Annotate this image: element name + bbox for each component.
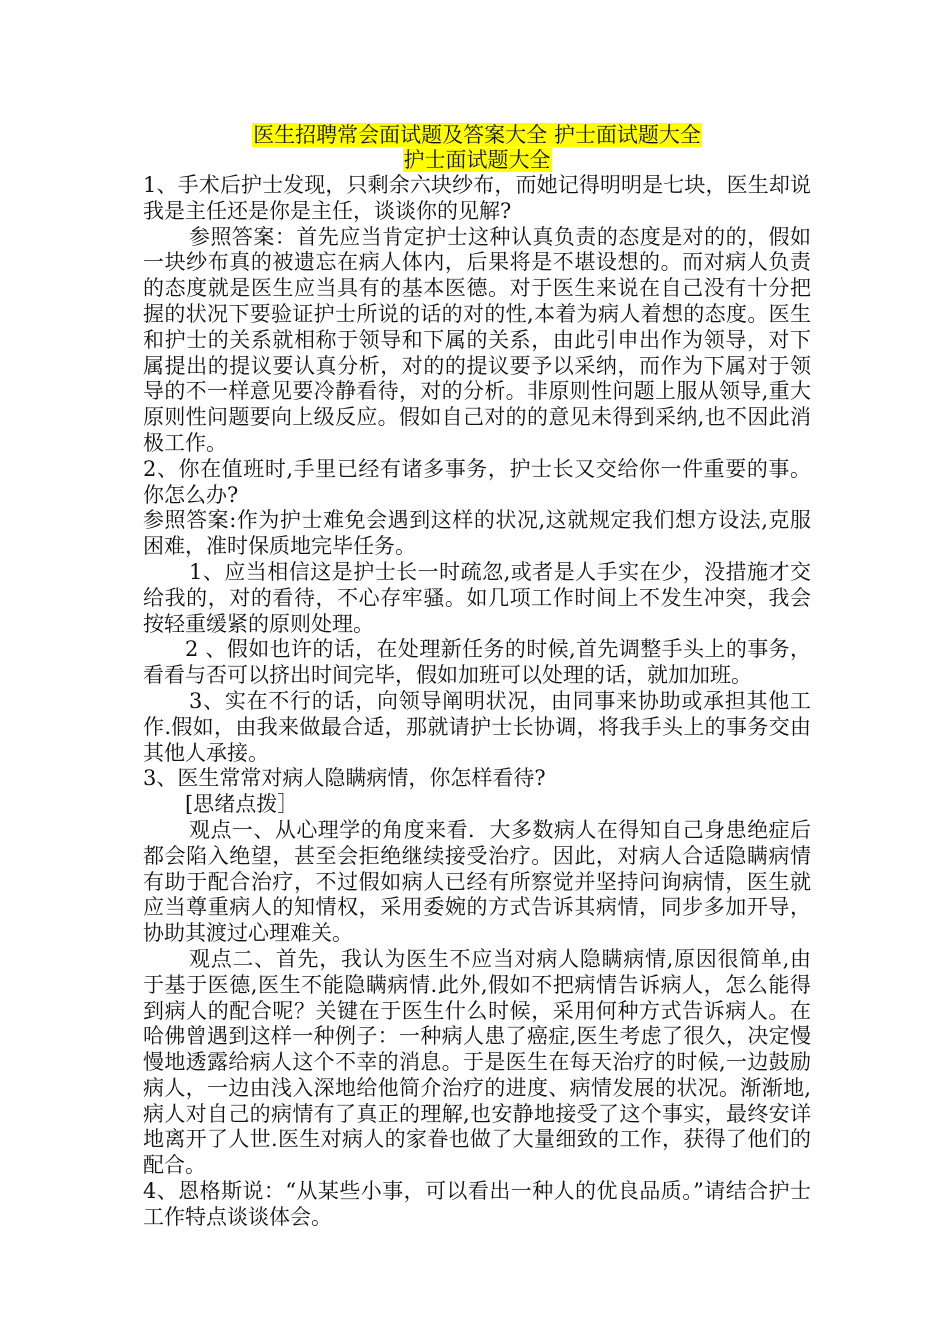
- paragraph: 参照答案：首先应当肯定护士这种认真负责的态度是对的的，假如一块纱布真的被遗忘在病人体内，后果将是不堪设想的。而对病人负责的态度就是医生应当具有的基本医德。对于医生来说在自己没有十分把握的状况下要验证护士所说的话的对的性,本着为病人着想的态度。医生和护士的关系就相称于领导和下属的关系，由此引申出作为领导，对下属提出的提议要认真分析，对的的提议要予以采纳，而作为下属对于领导的不一样意见要冷静看待，对的分析。非原则性问题上服从领导,重大原则性问题要向上级反应。假如自己对的的意见未得到采纳,也不因此消极工作。: [143, 224, 811, 455]
- document-body: [143, 123, 811, 1231]
- paragraph: 2 、假如也许的话，在处理新任务的时候,首先调整手头上的事务，看看与否可以挤出时间完毕，假如加班可以处理的话，就加加班。: [143, 637, 811, 688]
- paragraph: [思绪点拨］: [185, 792, 299, 817]
- document-subtitle: [143, 148, 811, 173]
- paragraph: 3、医生常常对病人隐瞒病情，你怎样看待?: [143, 766, 546, 791]
- paragraph: 观点二、首先，我认为医生不应当对病人隐瞒病情,原因很简单,由于基于医德,医生不能隐瞒病情.此外,假如不把病情告诉病人，怎么能得到病人的配合呢？关键在于医生什么时候，采用何种方式告诉病人。在哈佛曾遇到这样一种例子：一种病人患了癌症,医生考虑了很久，决定慢慢地透露给病人这个不幸的消息。于是医生在每天治疗的时候,一边鼓励病人，一边由浅入深地给他简介治疗的进度、病情发展的状况。渐渐地,病人对自己的病情有了真正的理解,也安静地接受了这个事实，最终安详地离开了人世.医生对病人的家眷也做了大量细致的工作，获得了他们的配合。: [143, 946, 811, 1178]
- document-title: [143, 123, 811, 148]
- paragraph-list: [143, 173, 811, 1231]
- paragraph: 观点一、从心理学的角度来看．大多数病人在得知自己身患绝症后都会陷入绝望，甚至会拒绝继续接受治疗。因此，对病人合适隐瞒病情有助于配合治疗，不过假如病人已经有所察觉并坚持问询病情，医生就应当尊重病人的知情权，采用委婉的方式告诉其病情，同步多加开导，协助其渡过心理难关。: [143, 817, 811, 946]
- title-line-2: 护士面试题大全: [403, 148, 551, 172]
- paragraph: 3、实在不行的话，向领导阐明状况，由同事来协助或承担其他工作.假如，由我来做最合适，那就请护士长协调，将我手头上的事务交由其他人承接。: [143, 688, 811, 765]
- paragraph: 参照答案:作为护士难免会遇到这样的状况,这就规定我们想方设法,克服困难，准时保质地完毕任务。: [143, 508, 811, 559]
- paragraph: 1、手术后护士发现，只剩余六块纱布，而她记得明明是七块，医生却说我是主任还是你是主任，谈谈你的见解?: [143, 173, 811, 223]
- title-line-1: 医生招聘常会面试题及答案大全 护士面试题大全: [253, 123, 701, 147]
- paragraph: 1、应当相信这是护士长一时疏忽,或者是人手实在少，没措施才交给我的，对的看待，不心存牢骚。如几项工作时间上不发生冲突，我会按轻重缓紧的原则处理。: [143, 559, 811, 636]
- paragraph: 4、恩格斯说：“从某些小事，可以看出一种人的优良品质。”请结合护士工作特点谈谈体会。: [143, 1179, 811, 1229]
- paragraph: 2、你在值班时,手里已经有诸多事务，护士长又交给你一件重要的事。你怎么办?: [143, 456, 811, 507]
